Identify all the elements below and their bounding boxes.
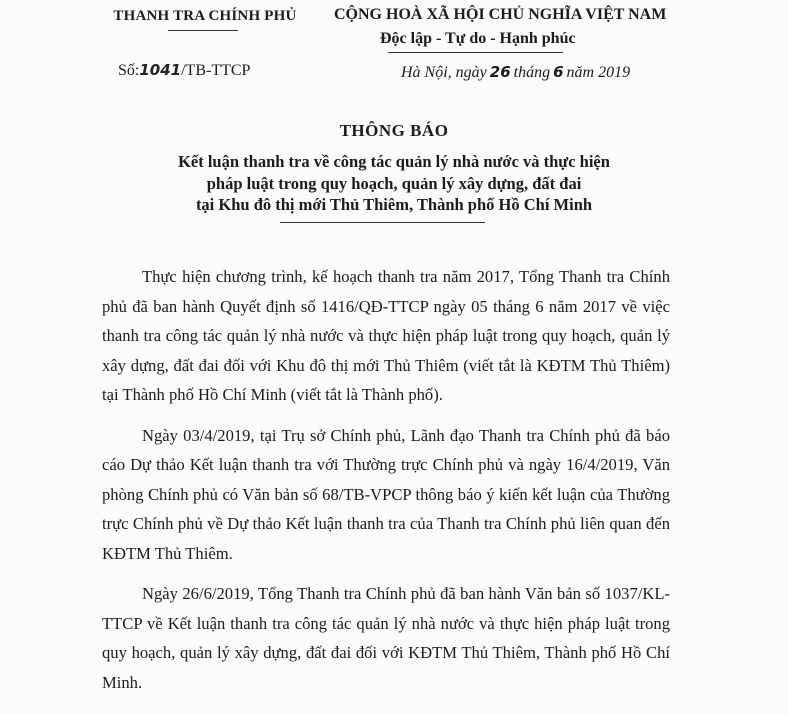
national-motto: Độc lập - Tự do - Hạnh phúc: [380, 30, 576, 47]
agency-underline: [168, 30, 238, 31]
document-number-prefix: Số:: [118, 62, 140, 79]
issuing-agency: THANH TRA CHÍNH PHỦ: [113, 8, 297, 24]
body-paragraph: Ngày 26/6/2019, Tổng Thanh tra Chính phủ đã ban hành Văn bản số 1037/KL-TTCP về Kết luận thanh tra công tác quản lý nhà nước và thực hiện pháp luật trong quy hoạch, quản lý xây dựng, đất đai đối với KĐTM Thủ Thiêm, Thành phố Hồ Chí Minh.: [102, 584, 670, 692]
date-day-handwritten: 26: [489, 63, 511, 81]
notice-subject: [0, 151, 788, 216]
subject-line: Kết luận thanh tra về công tác quản lý nhà nước và thực hiện: [178, 152, 610, 171]
date-month-word: tháng: [513, 64, 551, 81]
date-year: năm 2019: [566, 64, 631, 81]
document-number-suffix: /TB-TTCP: [181, 62, 251, 79]
date-prefix: Hà Nội, ngày: [401, 64, 487, 81]
date-month-handwritten: 6: [553, 63, 564, 81]
place-and-date: [401, 63, 630, 82]
subject-underline: [280, 222, 485, 223]
subject-line: pháp luật trong quy hoạch, quản lý xây dựng, đất đai: [206, 173, 582, 193]
body-text: [102, 262, 670, 708]
body-paragraph: Thực hiện chương trình, kế hoạch thanh tra năm 2017, Tổng Thanh tra Chính phủ đã ban hành Quyết định số 1416/QĐ-TTCP ngày 05 tháng 6 năm 2017 về việc thanh tra công tác quản lý nhà nước và thực hiện pháp luật trong quy hoạch, quản lý xây dựng, đất đai đối với Khu đô thị mới Thủ Thiêm (viết tắt là KĐTM Thủ Thiêm) tại Thành phố Hồ Chí Minh (viết tắt là Thành phố).: [102, 267, 670, 404]
motto-underline: [388, 52, 563, 53]
document-number-handwritten: 1041: [139, 61, 182, 79]
subject-line: tại Khu đô thị mới Thủ Thiêm, Thành phố Hồ Chí Minh: [195, 195, 593, 214]
body-paragraph: Ngày 03/4/2019, tại Trụ sở Chính phủ, Lãnh đạo Thanh tra Chính phủ đã báo cáo Dự thảo Kết luận thanh tra với Thường trực Chính phủ và ngày 16/4/2019, Văn phòng Chính phủ có Văn bản số 68/TB-VPCP thông báo ý kiến kết luận của Thường trực Chính phủ về Dự thảo Kết luận thanh tra của Thanh tra Chính phủ liên quan đến KĐTM Thủ Thiêm.: [102, 425, 670, 563]
national-title: CỘNG HOÀ XÃ HỘI CHỦ NGHĨA VIỆT NAM: [334, 6, 667, 23]
document-number: [118, 61, 250, 80]
notice-title: THÔNG BÁO: [339, 121, 449, 140]
